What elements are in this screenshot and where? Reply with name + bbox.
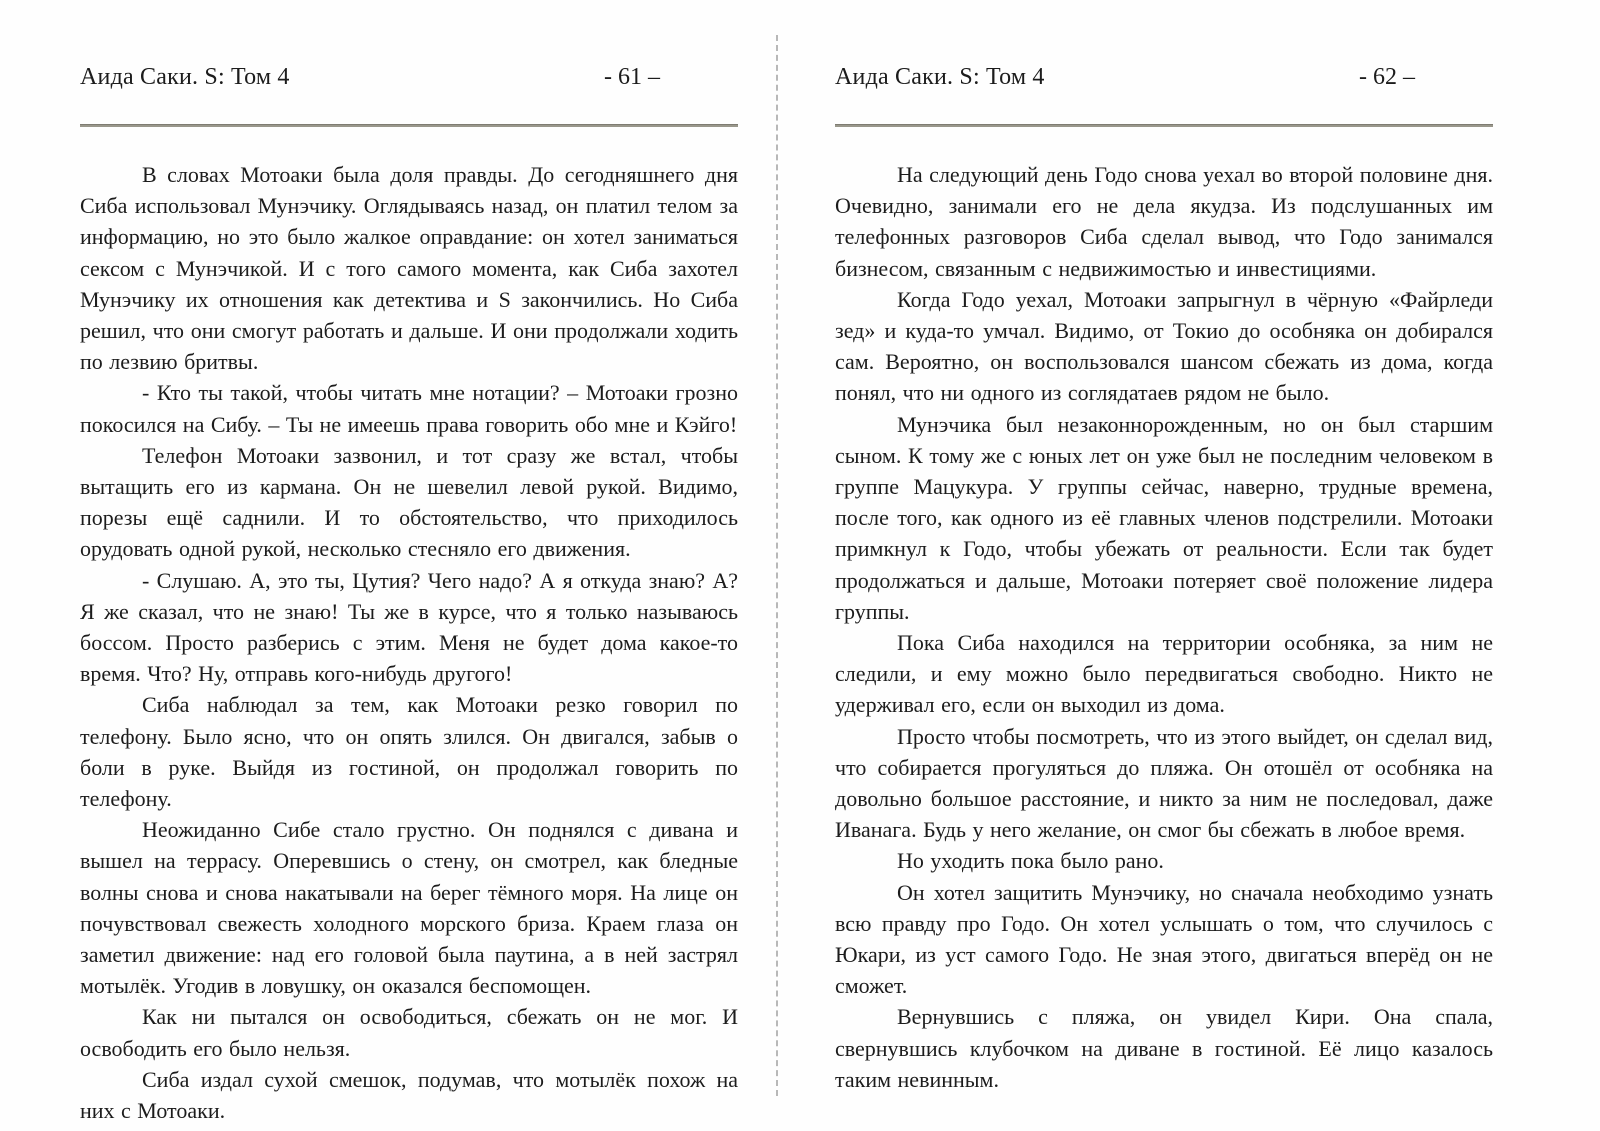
paragraph: В словах Мотоаки была доля правды. До сегодняшнего дня Сиба использовал Мунэчику. Оглядываясь назад, он платил телом за информацию, но это было жалкое оправдание: он хотел заниматься сексом с Мунэчикой. И с того самого момента, как Сиба захотел Мунэчику их отношения как детектива и S закончились. Но Сиба решил, что они смогут работать и дальше. И они продолжали ходить по лезвию бритвы. — [80, 162, 738, 375]
book-title: Аида Саки. S: Том 4 — [80, 64, 290, 90]
header-rule — [835, 124, 1493, 127]
page-text — [80, 128, 738, 1126]
paragraph: Мунэчика был незаконнорожденным, но он был старшим сыном. К тому же с юных лет он уже был не последним человеком в группе Мацукура. У группы сейчас, наверно, трудные времена, после того, как одного из её главных членов подстрелили. Мотоаки примкнул к Годо, чтобы убежать от реальности. Если так будет продолжаться и дальше, Мотоаки потеряет своё положение лидера группы. — [835, 411, 1493, 624]
paragraph: Неожиданно Сибе стало грустно. Он поднялся с дивана и вышел на террасу. Оперевшись о стену, он смотрел, как бледные волны снова и снова накатывали на берег тёмного моря. На лице он почувствовал свежесть холодного морского бриза. Краем глаза он заметил движение: над его головой была паутина, а в ней застрял мотылёк. Угодив в ловушку, он оказался беспомощен. — [80, 817, 738, 999]
paragraph: Сиба издал сухой смешок, подумав, что мотылёк похож на них с Мотоаки. — [80, 1066, 738, 1124]
paragraph: На следующий день Годо снова уехал во второй половине дня. Очевидно, занимали его не дела якудза. Из подслушанных им телефонных разговоров Сиба сделал вывод, что Годо занимался бизнесом, связанным с недвижимостью и инвестициями. — [835, 162, 1493, 281]
page-61 — [80, 0, 738, 1126]
book-title: Аида Саки. S: Том 4 — [835, 64, 1045, 90]
paragraph: - Кто ты такой, чтобы читать мне нотации? – Мотоаки грозно покосился на Сибу. – Ты не имеешь права говорить обо мне и Кэйго! — [80, 380, 738, 437]
paragraph: Но уходить пока было рано. — [897, 848, 1164, 874]
page-62 — [835, 0, 1493, 1095]
paragraph: Когда Годо уехал, Мотоаки запрыгнул в чёрную «Файрледи зед» и куда-то умчал. Видимо, от Токио до особняка он добирался сам. Вероятно, он воспользовался шансом сбежать из дома, когда понял, что ни одного из соглядатаев рядом не было. — [835, 286, 1493, 406]
page-number: - 61 – — [604, 64, 660, 90]
header-rule — [80, 124, 738, 127]
paragraph: Как ни пытался он освободиться, сбежать он не мог. И освободить его было нельзя. — [80, 1004, 738, 1061]
paragraph: Вернувшись с пляжа, он увидел Кири. Она спала, свернувшись клубочком на диване в гостиной. Её лицо казалось таким невинным. — [835, 1004, 1493, 1092]
page-header — [80, 0, 738, 128]
paragraph: Просто чтобы посмотреть, что из этого выйдет, он сделал вид, что собирается прогуляться до пляжа. Он отошёл от особняка на довольно большое расстояние, и никто за ним не последовал, даже Иванага. Будь у него желание, он смог бы сбежать в любое время. — [835, 723, 1493, 843]
page-header — [835, 0, 1493, 128]
page-number: - 62 – — [1359, 64, 1415, 90]
page-text — [835, 128, 1493, 1095]
paragraph: Он хотел защитить Мунэчику, но сначала необходимо узнать всю правду про Годо. Он хотел услышать о том, что случилось с Юкари, из уст самого Годо. Не зная этого, двигаться вперёд он не сможет. — [835, 879, 1493, 999]
page-divider — [776, 35, 778, 1096]
paragraph: - Слушаю. А, это ты, Цутия? Чего надо? А я откуда знаю? А? Я же сказал, что не знаю! Ты же в курсе, что я только называюсь боссом. Просто разберись с этим. Меня не будет дома какое-то время. Что? Ну, отправь кого-нибудь другого! — [80, 567, 738, 687]
paragraph: Пока Сиба находился на территории особняка, за ним не следили, и ему можно было передвигаться свободно. Никто не удерживал его, если он выходил из дома. — [835, 630, 1493, 718]
paragraph: Сиба наблюдал за тем, как Мотоаки резко говорил по телефону. Было ясно, что он опять злился. Он двигался, забыв о боли в руке. Выйдя из гостиной, он продолжал говорить по телефону. — [80, 692, 738, 812]
paragraph: Телефон Мотоаки зазвонил, и тот сразу же встал, чтобы вытащить его из кармана. Он не шевелил левой рукой. Видимо, порезы ещё саднили. И то обстоятельство, что приходилось орудовать одной рукой, несколько стесняло его движения. — [80, 442, 738, 562]
